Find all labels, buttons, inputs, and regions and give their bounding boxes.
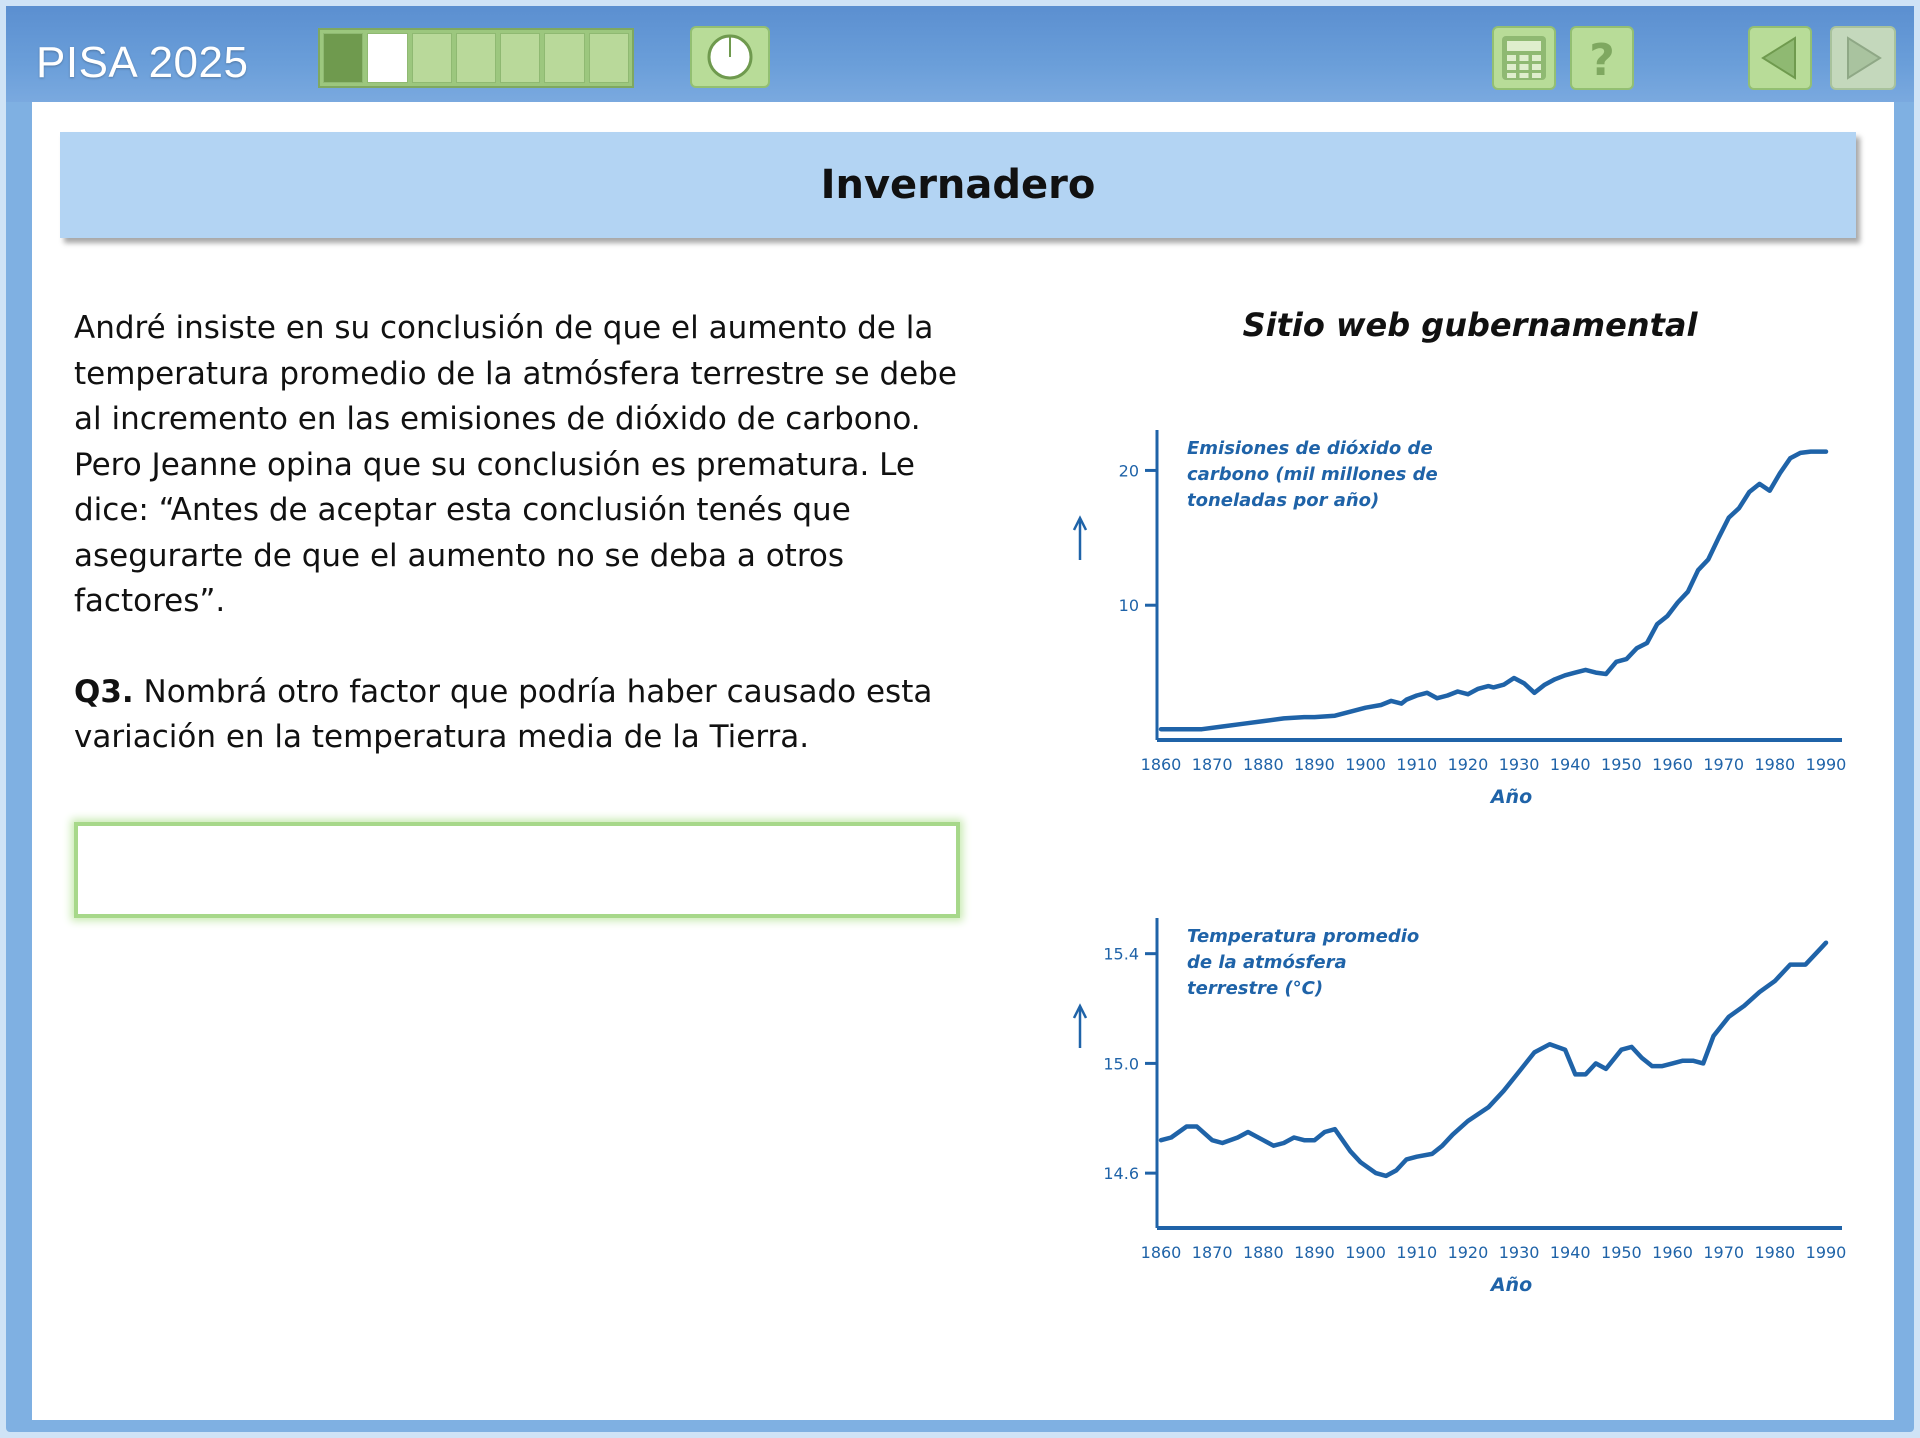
stimulus-text	[74, 306, 974, 761]
co2-x-tick-label: 1980	[1754, 755, 1796, 774]
next-arrow-icon	[1838, 33, 1888, 83]
temp-chart-title-line: de la atmósfera	[1187, 952, 1347, 973]
co2-y-tick-label: 20	[1118, 461, 1139, 481]
previous-arrow-icon	[1755, 33, 1805, 83]
svg-text:?: ?	[1589, 35, 1615, 83]
temp-x-tick-label: 1970	[1703, 1243, 1745, 1262]
co2-x-tick-label: 1900	[1345, 755, 1386, 774]
temp-x-tick-label: 1960	[1652, 1243, 1693, 1262]
co2-x-tick-label: 1960	[1652, 755, 1693, 774]
progress-step	[323, 33, 363, 83]
answer-input[interactable]	[74, 822, 960, 918]
co2-x-tick-label: 1940	[1549, 755, 1591, 774]
timer-button[interactable]	[690, 26, 770, 88]
question-prompt	[74, 670, 974, 761]
unit-title: Invernadero	[820, 162, 1096, 208]
progress-step	[544, 33, 584, 83]
progress-step	[589, 33, 629, 83]
temp-chart-title-line: Temperatura promedio	[1187, 926, 1420, 947]
co2-x-tick-label: 1950	[1601, 755, 1642, 774]
progress-step	[500, 33, 540, 83]
next-button[interactable]	[1830, 26, 1896, 90]
help-button[interactable]	[1570, 26, 1634, 90]
progress-step	[456, 33, 496, 83]
progress-step-current	[367, 33, 407, 83]
temp-y-tick-label: 15.0	[1103, 1054, 1139, 1074]
temp-x-tick-label: 1940	[1549, 1243, 1591, 1262]
co2-x-tick-label: 1920	[1447, 755, 1489, 774]
source-title: Sitio web gubernamental	[1242, 306, 1698, 344]
co2-x-axis-label: Año	[1490, 786, 1533, 808]
unit-title-banner	[60, 132, 1856, 238]
co2-x-tick-label: 1870	[1191, 755, 1233, 774]
calculator-button[interactable]	[1492, 26, 1556, 90]
co2-x-tick-label: 1860	[1140, 755, 1182, 774]
co2-x-tick-label: 1880	[1242, 755, 1284, 774]
co2-emissions-chart	[1060, 410, 1860, 830]
temp-x-tick-label: 1980	[1754, 1243, 1796, 1262]
progress-step	[412, 33, 452, 83]
temp-y-tick-label: 14.6	[1103, 1164, 1139, 1184]
temp-x-tick-label: 1930	[1498, 1243, 1540, 1262]
question-number: Q3.	[74, 673, 134, 710]
temp-x-axis-label: Año	[1490, 1274, 1533, 1296]
temp-x-tick-label: 1860	[1140, 1243, 1182, 1262]
co2-x-tick-label: 1910	[1396, 755, 1438, 774]
question-text: Nombrá otro factor que podría haber causado esta variación en la temperatura media de la Tierra.	[74, 673, 933, 755]
temp-x-tick-label: 1920	[1447, 1243, 1489, 1262]
co2-chart-title-line: carbono (mil millones de	[1187, 464, 1438, 485]
temp-x-tick-label: 1890	[1294, 1243, 1335, 1262]
temp-chart-title-line: terrestre (°C)	[1187, 978, 1324, 999]
previous-button[interactable]	[1748, 26, 1812, 90]
co2-y-tick-label: 10	[1118, 596, 1139, 616]
brand-title: PISA 2025	[36, 38, 249, 87]
co2-chart-title-line: toneladas por año)	[1187, 490, 1380, 511]
calculator-icon	[1499, 33, 1549, 83]
temp-x-tick-label: 1870	[1191, 1243, 1233, 1262]
temp-x-tick-label: 1990	[1805, 1243, 1847, 1262]
timer-icon	[705, 32, 755, 82]
temp-x-tick-label: 1900	[1345, 1243, 1386, 1262]
temp-x-tick-label: 1910	[1396, 1243, 1438, 1262]
co2-x-tick-label: 1890	[1294, 755, 1335, 774]
temp-x-tick-label: 1880	[1242, 1243, 1284, 1262]
co2-x-tick-label: 1990	[1805, 755, 1847, 774]
co2-x-tick-label: 1930	[1498, 755, 1540, 774]
help-icon	[1577, 33, 1627, 83]
co2-x-tick-label: 1970	[1703, 755, 1745, 774]
progress-indicator	[318, 28, 634, 88]
passage-paragraph: André insiste en su conclusión de que el aumento de la temperatura promedio de la atmósfera terrestre se debe al incremento en las emisiones de dióxido de carbono. Pero Jeanne opina que su conclusión es prematura. Le dice: “Antes de aceptar esta conclusión tenés que asegurarte de que el aumento no se deba a otros factores”.	[74, 310, 957, 619]
co2-chart-title-line: Emisiones de dióxido de	[1187, 438, 1433, 459]
temperature-chart	[1060, 898, 1860, 1318]
temp-y-tick-label: 15.4	[1103, 944, 1139, 964]
temp-x-tick-label: 1950	[1601, 1243, 1642, 1262]
